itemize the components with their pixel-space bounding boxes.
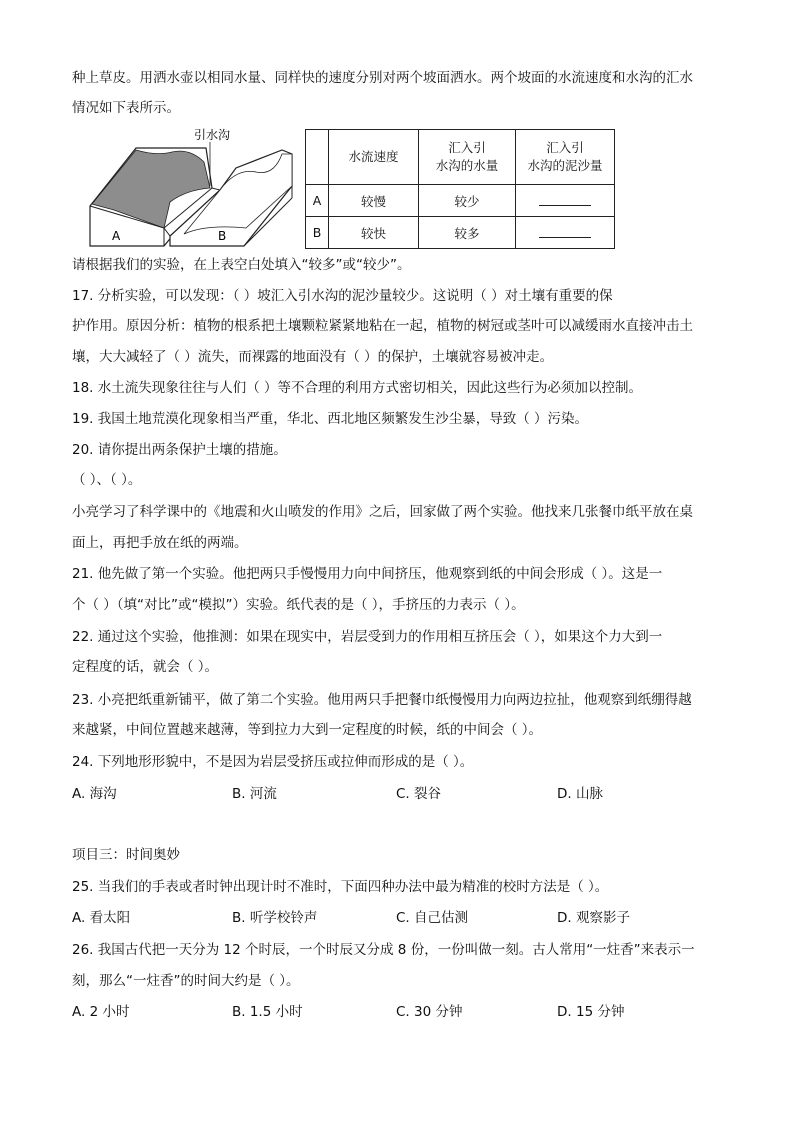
q25-option-d[interactable]: D. 观察影子 [557, 910, 630, 926]
q26-option-a[interactable]: A. 2 小时 [72, 1004, 130, 1020]
question-22-line-1: 22. 通过这个实验，他推测：如果在现实中，岩层受到力的作用相互挤压会（ ），如果这个力大到一 [72, 629, 663, 645]
speed-cell: 较慢 [329, 185, 419, 217]
q24-option-a[interactable]: A. 海沟 [72, 786, 117, 802]
question-20-blanks: （ ）、（ ）。 [72, 472, 142, 488]
table-corner-cell [306, 130, 329, 185]
question-26-line-2: 刻，那么“一炷香”的时间大约是（ ）。 [72, 973, 300, 989]
header-speed: 水流速度 [329, 130, 419, 185]
header-water: 汇入引 水沟的水量 [419, 130, 516, 185]
row-label: B [306, 217, 329, 249]
intro-line-1: 种上草皮。用洒水壶以相同水量、同样快的速度分别对两个坡面洒水。两个坡面的水流速度和水沟的汇水 [72, 70, 693, 86]
water-cell: 较少 [419, 185, 516, 217]
table-row [306, 185, 615, 217]
section-3-heading: 项目三：时间奥妙 [72, 847, 180, 863]
passage-2-line-1: 小亮学习了科学课中的《地震和火山喷发的作用》之后，回家做了两个实验。他找来几张餐巾纸平放在桌 [72, 504, 693, 520]
header-sediment: 汇入引 水沟的泥沙量 [516, 130, 615, 185]
question-23-line-2: 来越紧，中间位置越来越薄，等到拉力大到一定程度的时候，纸的中间会（ ）。 [72, 722, 543, 738]
experiment-table [305, 129, 615, 249]
q25-option-a[interactable]: A. 看太阳 [72, 910, 131, 926]
ditch-label: 引水沟 [194, 128, 231, 142]
q26-option-c[interactable]: C. 30 分钟 [396, 1004, 463, 1020]
row-label: A [306, 185, 329, 217]
question-17-line-1: 17. 分析实验，可以发现：（ ）坡汇入引水沟的泥沙量较少。这说明（ ）对土壤有重要的保 [72, 288, 613, 304]
question-19: 19. 我国土地荒漠化现象相当严重，华北、西北地区频繁发生沙尘暴，导致（ ）污染。 [72, 411, 589, 427]
question-20: 20. 请你提出两条保护土壤的措施。 [72, 442, 287, 458]
slope-b-label: B [218, 229, 227, 243]
question-21-line-2: 个（ ）（填“对比”或“模拟”）实验。纸代表的是（ ），手挤压的力表示（ ）。 [72, 597, 525, 613]
question-17-line-2: 护作用。原因分析：植物的根系把土壤颗粒紧紧地粘在一起，植物的树冠或茎叶可以减缓雨水直接冲击土 [72, 318, 693, 334]
table-header-row [306, 130, 615, 185]
slope-experiment-figure [86, 128, 298, 248]
question-23-line-1: 23. 小亮把纸重新铺平，做了第二个实验。他用两只手把餐巾纸慢慢用力向两边拉扯，他观察到纸绷得越 [72, 692, 692, 708]
slope-a-label: A [112, 229, 121, 243]
question-22-line-2: 定程度的话，就会（ ）。 [72, 659, 219, 675]
question-17-line-3: 壤，大大减轻了（ ）流失，而裸露的地面没有（ ）的保护，土壤就容易被冲走。 [72, 349, 554, 365]
sediment-blank[interactable] [516, 217, 615, 249]
passage-2-line-2: 面上，再把手放在纸的两端。 [72, 535, 248, 551]
speed-cell: 较快 [329, 217, 419, 249]
question-24: 24. 下列地形形貌中，不是因为岩层受挤压或拉伸而形成的是（ ）。 [72, 754, 474, 770]
question-21-line-1: 21. 他先做了第一个实验。他把两只手慢慢用力向中间挤压，他观察到纸的中间会形成（ ）。这是一 [72, 566, 663, 582]
question-26-line-1: 26. 我国古代把一天分为 12 个时辰，一个时辰又分成 8 份，一份叫做一刻。古人常用“一炷香”来表示一 [72, 942, 695, 958]
water-cell: 较多 [419, 217, 516, 249]
question-18: 18. 水土流失现象往往与人们（ ）等不合理的利用方式密切相关，因此这些行为必须加以控制。 [72, 380, 643, 396]
q26-option-b[interactable]: B. 1.5 小时 [232, 1004, 303, 1020]
table-row [306, 217, 615, 249]
q24-option-d[interactable]: D. 山脉 [557, 786, 603, 802]
q26-option-d[interactable]: D. 15 分钟 [557, 1004, 625, 1020]
sediment-blank[interactable] [516, 185, 615, 217]
question-25: 25. 当我们的手表或者时钟出现计时不准时，下面四种办法中最为精准的校时方法是（ ）。 [72, 879, 609, 895]
q24-option-b[interactable]: B. 河流 [232, 786, 277, 802]
q25-option-c[interactable]: C. 自己估测 [396, 910, 469, 926]
q25-option-b[interactable]: B. 听学校铃声 [232, 910, 318, 926]
fill-instruction: 请根据我们的实验，在上表空白处填入“较多”或“较少”。 [72, 257, 411, 273]
q24-option-c[interactable]: C. 裂谷 [396, 786, 442, 802]
intro-line-2: 情况如下表所示。 [72, 100, 180, 116]
